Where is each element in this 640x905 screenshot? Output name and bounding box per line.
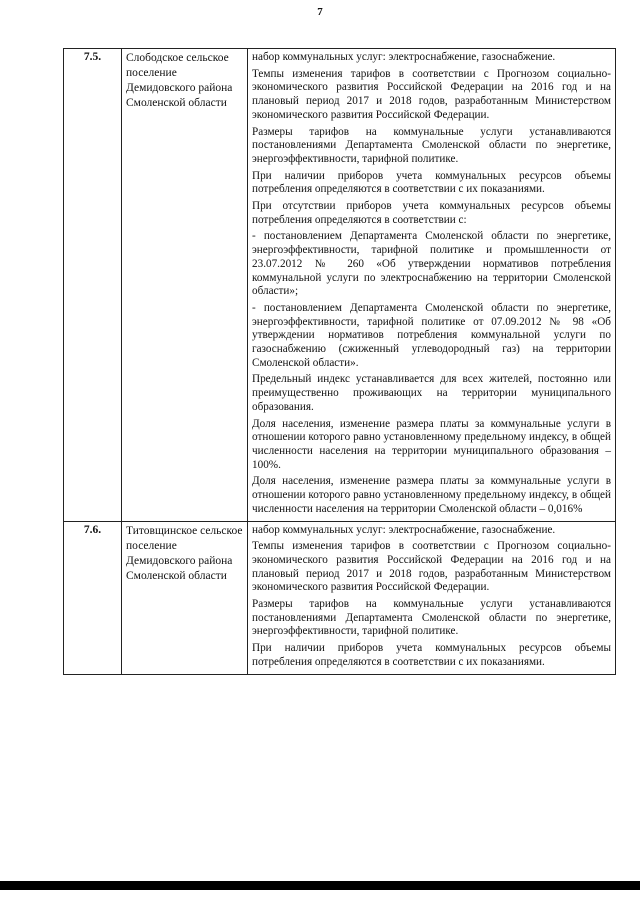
table-row (64, 49, 616, 522)
paragraph: При наличии приборов учета коммунальных ресурсов объемы потребления определяются в соответствии с их показаниями. (252, 642, 611, 668)
paragraph: - постановлением Департамента Смоленской области по энергетике, энергоэффективности, тарифной политике и промышленности от 23.07.2012 № 260 «Об утверждении нормативов потребления коммунальной услуги по электроснабжению на территории Смоленской области»; (252, 230, 611, 298)
paragraph: - постановлением Департамента Смоленской области по энергетике, энергоэффективности, тарифной политике от 07.09.2012 № 98 «Об утверждении нормативов потребления коммунальной услуги по газоснабжению (сжиженный углеводородный газ) на территории Смоленской области». (252, 301, 611, 369)
paragraph: При отсутствии приборов учета коммунальных ресурсов объемы потребления определяются в соответствии с: (252, 200, 611, 226)
paragraph: набор коммунальных услуг: электроснабжение, газоснабжение. (252, 51, 556, 63)
paragraph: Темпы изменения тарифов в соответствии с Прогнозом социально-экономического развития Российской Федерации на 2016 год и на плановый период 2017 и 2018 годов, разработанным Министерством экономического развития Российской Федерации. (252, 540, 611, 594)
paragraph: Темпы изменения тарифов в соответствии с Прогнозом социально-экономического развития Российской Федерации на 2016 год и на плановый период 2017 и 2018 годов, разработанным Министерством экономического развития Российской Федерации. (252, 67, 611, 121)
row-number: 7.5. (64, 49, 122, 522)
tariff-table (63, 48, 616, 675)
row-description (248, 49, 616, 522)
paragraph: Доля населения, изменение размера платы за коммунальные услуги в отношении которого равно установленному предельному индексу, в общей численности населения на территории Смоленской области – 0,016% (252, 475, 611, 515)
municipality-name: Титовщинское сельское поселение Демидовского района Смоленской области (122, 521, 248, 674)
table-row (64, 521, 616, 674)
paragraph: При наличии приборов учета коммунальных ресурсов объемы потребления определяются в соответствии с их показаниями. (252, 169, 611, 196)
paragraph: Размеры тарифов на коммунальные услуги устанавливаются постановлениями Департамента Смоленской области по энергетике, энергоэффективности, тарифной политике. (252, 598, 611, 638)
footer-bar (0, 881, 640, 890)
paragraph: Предельный индекс устанавливается для всех жителей, постоянно или преимущественно проживающих на территории муниципального образования. (252, 373, 611, 413)
paragraph: Доля населения, изменение размера платы за коммунальные услуги в отношении которого равно установленному предельному индексу, в общей численности населения на территории муниципального образования – 100%. (252, 417, 611, 471)
municipality-name: Слободское сельское поселение Демидовского района Смоленской области (122, 49, 248, 522)
paragraph: набор коммунальных услуг: электроснабжение, газоснабжение. (252, 523, 556, 536)
paragraph: Размеры тарифов на коммунальные услуги устанавливаются постановлениями Департамента Смоленской области по энергетике, энергоэффективности, тарифной политике. (252, 125, 611, 165)
row-description (248, 521, 616, 674)
row-number: 7.6. (64, 521, 122, 674)
page-number: 7 (317, 6, 323, 18)
